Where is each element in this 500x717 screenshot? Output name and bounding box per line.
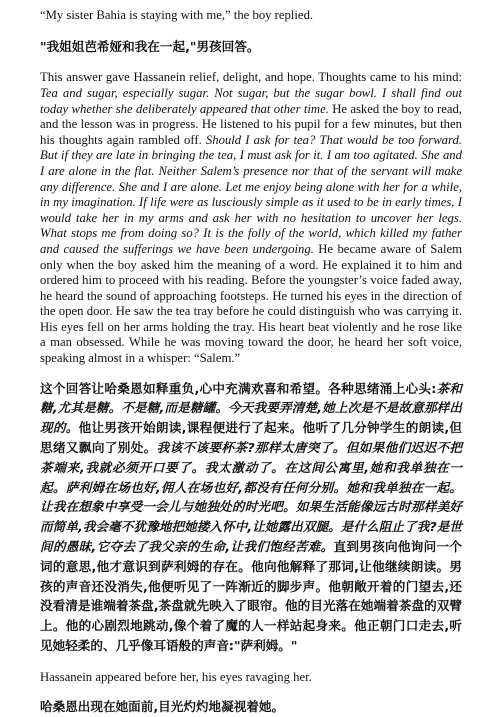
paragraph-english-2 (40, 70, 462, 366)
paragraph-chinese-3: 哈桑恩出现在她面前,目光灼灼地凝视着她。 (40, 699, 285, 715)
text-run: 他让男孩开始朗读,课程便进行了起来。他听了几分钟学生的朗读,但思绪又飘向了别处。 (40, 420, 462, 456)
paragraph-chinese-1: "我姐姐芭希娅和我在一起,"男孩回答。 (40, 38, 260, 54)
paragraph-chinese-2 (40, 379, 462, 656)
text-run-italic: 茶和糖,尤其是糖。不是糖,而是糖罐。今天我要弄清楚,她上次是不是故意那样出现的。 (40, 380, 462, 436)
text-run-italic: 我该不该要杯茶?那样太唐突了。但如果他们迟迟不把茶端来,我就必须开口要了。我太激动了。在这间公寓里,她和我单独在一起。萨利姆在场也好,佣人在场也好,都没有任何分别。她和我单独在一起。让我在想象中享受一会儿与她独处的时光吧。如果生活能像远古时那样美好而简单,我会毫不犹豫地把她搂入怀中,让她露出双腿。是什么阻止了我?是世间的愚昧,它夺去了我父亲的生命,让我们饱经苦难。 (40, 440, 463, 555)
paragraph-english-1: “My sister Bahia is staying with me,” the boy replied. (40, 8, 314, 22)
document-page (40, 8, 462, 717)
text-run: 这个回答让哈桑恩如释重负,心中充满欢喜和希望。各种思绪涌上心头: (40, 380, 437, 396)
paragraph-english-3: Hassanein appeared before her, his eyes ravaging her. (40, 669, 312, 684)
text-run-italic: Tea and sugar, especially sugar. Not sugar, but the sugar bowl. I shall find out today whether she deliberately appeared that other time. (40, 85, 462, 116)
text-run: This answer gave Hassanein relief, delight, and hope. Thoughts came to his mind: (40, 70, 462, 85)
text-run: He became aware of Salem only when the boy asked him the meaning of a word. He explained it to him and ordered him to proceed with his reading. Before the youngster’s voice faded away, he heard the sound of approaching footsteps. He turned his eyes in the direction of the open door. He saw the tea tray before he could distinguish who was carrying it. His eyes fell on her arms holding the tray. His heart beat violently and he rose like a man obsessed. While he was moving toward the door, he heard her soft voice, speaking almost in a whisper: “Salem.” (40, 241, 462, 366)
text-run: He asked the boy to read, and the lesson was in progress. He listened to his pupil for a few minutes, but then his thoughts again rambled off. (40, 101, 462, 147)
text-run: 直到男孩向他询问一个词的意思,他才意识到萨利姆的存在。他向他解释了那词,让他继续朗读。男孩的声音还没消失,他便听见了一阵渐近的脚步声。他朝敞开着的门望去,还没看清是谁端着茶盘,茶盘就先映入了眼帘。他的目光落在她端着茶盘的双臂上。他的心剧烈地跳动,像个着了魔的人一样站起身来。他正朝门口走去,听见她轻柔的、几乎像耳语般的声音:"萨利姆。" (40, 539, 462, 654)
text-run-italic: Should I ask for tea? That would be too forward. But if they are late in bringing the tea, I must ask for it. I am too agitated. She and I are alone in the flat. Neither Salem’s presence nor that of the servant will make any difference. She and I are alone. Let me enjoy being alone with her for a while, in my imagination. If life were as lusciously simple as it used to be in early times, I would take her in my arms and ask her with no hesitation to uncover her legs. What stops me from doing so? It is the folly of the world, which killed my father and caused the sufferings we have been undergoing. (40, 132, 463, 256)
